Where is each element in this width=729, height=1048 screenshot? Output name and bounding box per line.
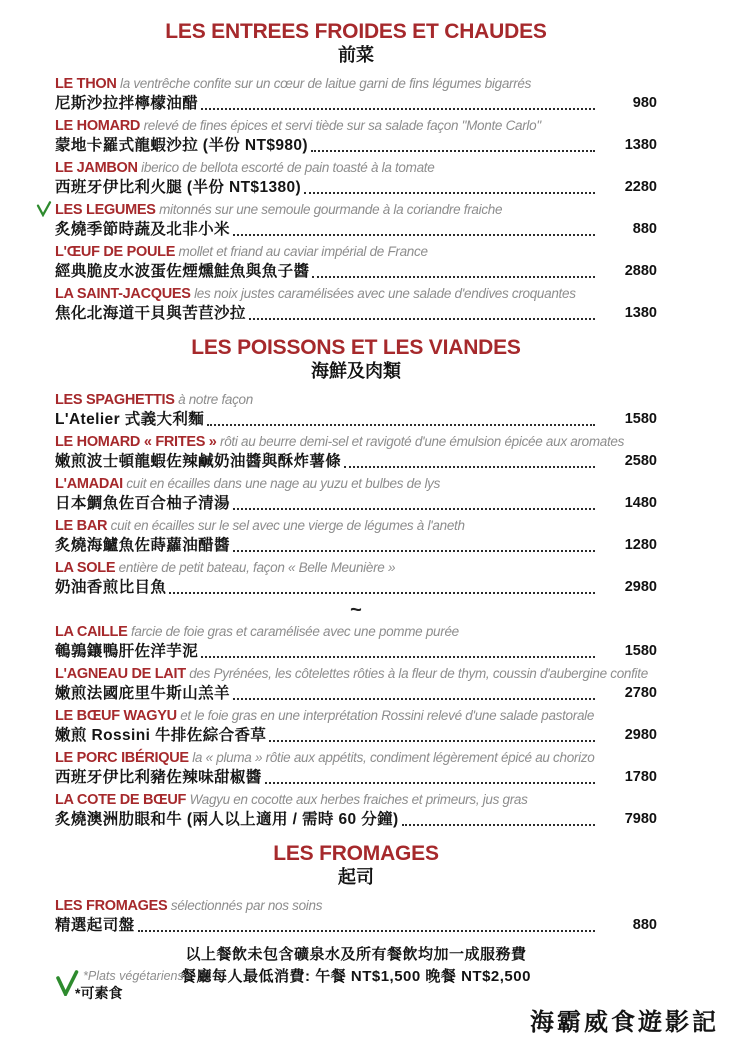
item-name-fr: LA CAILLE <box>55 624 128 640</box>
menu-item <box>55 391 657 430</box>
item-desc-fr: les noix justes caramélisées avec une salade d'endives croquantes <box>194 286 576 301</box>
item-name-cn: 日本鯛魚佐百合柚子清湯 <box>55 495 230 512</box>
section-subtitle-cn: 起司 <box>338 867 374 887</box>
menu-item <box>55 749 657 788</box>
section-title: LES POISSONS ET LES VIANDES <box>191 336 521 359</box>
item-name-fr: LE HOMARD <box>55 118 141 134</box>
item-desc-fr: et le foie gras en une interprétation Rossini relevé d'une salade pastorale <box>180 708 595 723</box>
item-desc-fr: iberico de bellota escorté de pain toasté à la tomate <box>141 160 435 175</box>
item-name-cn: 精選起司盤 <box>55 917 135 934</box>
dotted-leader <box>312 276 595 278</box>
item-name-cn: L'Atelier 式義大利麵 <box>55 411 205 428</box>
menu-item <box>55 433 657 472</box>
item-name-fr: L'ŒUF DE POULE <box>55 244 176 260</box>
item-price: 2780 <box>624 685 657 701</box>
vegetarian-check-icon <box>36 201 52 217</box>
menu-item <box>55 791 657 830</box>
item-name-fr: LE BAR <box>55 518 108 534</box>
dotted-leader <box>249 318 595 320</box>
item-name-cn: 奶油香煎比目魚 <box>55 579 167 596</box>
menu-item <box>55 707 657 746</box>
menu-item <box>55 117 657 156</box>
dotted-leader <box>233 550 595 552</box>
item-desc-fr: relevé de fines épices et servi tiède sur sa salade façon "Monte Carlo" <box>143 118 541 133</box>
menu-item <box>55 623 657 662</box>
item-price: 880 <box>632 221 657 237</box>
dotted-leader <box>233 234 595 236</box>
minimum-charge-note: 餐廳每人最低消費: 午餐 NT$1,500 晚餐 NT$2,500 <box>181 968 531 985</box>
item-name-cn: 炙燒澳洲肋眼和牛 (兩人以上適用 / 需時 60 分鐘) <box>55 811 399 828</box>
item-name-cn: 西班牙伊比利火腿 (半份 NT$1380) <box>55 179 302 196</box>
item-price: 2280 <box>624 179 657 195</box>
dotted-leader <box>233 508 595 510</box>
dotted-leader <box>311 150 595 152</box>
item-price: 7980 <box>624 811 657 827</box>
item-name-fr: LA SAINT-JACQUES <box>55 286 191 302</box>
item-name-cn: 嫩煎 Rossini 牛排佐綜合香草 <box>55 727 267 744</box>
item-name-fr: LES FROMAGES <box>55 898 168 914</box>
dotted-leader <box>304 192 595 194</box>
menu-item <box>55 475 657 514</box>
dotted-leader <box>344 466 595 468</box>
item-price: 1280 <box>624 537 657 553</box>
item-desc-fr: la « pluma » rôtie aux appétits, condiment légèrement épicé au chorizo <box>192 750 595 765</box>
dotted-leader <box>138 930 595 932</box>
item-name-cn: 焦化北海道干貝與苦苣沙拉 <box>55 305 246 322</box>
dotted-leader <box>201 108 595 110</box>
dotted-leader <box>201 656 595 658</box>
item-name-cn: 炙燒海鱸魚佐蒔蘿油醋醬 <box>55 537 230 554</box>
item-name-fr: LE THON <box>55 76 117 92</box>
section-title: LES ENTREES FROIDES ET CHAUDES <box>165 20 547 43</box>
dotted-leader <box>169 592 595 594</box>
item-desc-fr: entière de petit bateau, façon « Belle Meunière » <box>118 560 396 575</box>
menu-item <box>55 75 657 114</box>
section-subtitle-cn: 前菜 <box>338 45 374 65</box>
item-name-fr: LE HOMARD « FRITES » <box>55 434 217 450</box>
item-name-cn: 經典脆皮水波蛋佐煙燻鮭魚與魚子醬 <box>55 263 310 280</box>
service-charge-note: 以上餐飲未包含礦泉水及所有餐飲均加一成服務費 <box>185 946 527 963</box>
item-desc-fr: la ventrêche confite sur un cœur de laitue garni de fins légumes bigarrés <box>120 76 532 91</box>
section-entrees <box>55 20 657 324</box>
legend-label-fr: *Plats végétariens <box>83 969 184 983</box>
photographer-watermark: 海霸威食遊影記 <box>530 1008 719 1036</box>
item-price: 1480 <box>624 495 657 511</box>
item-price: 2580 <box>624 453 657 469</box>
item-price: 1780 <box>624 769 657 785</box>
item-name-fr: LA SOLE <box>55 560 116 576</box>
item-name-cn: 蒙地卡羅式龍蝦沙拉 (半份 NT$980) <box>55 137 308 154</box>
item-price: 2980 <box>624 727 657 743</box>
item-desc-fr: des Pyrénées, les côtelettes rôties à la fleur de thym, coussin d'aubergine confite <box>189 666 648 681</box>
item-name-cn: 鵪鶉鑲鴨肝佐洋芋泥 <box>55 643 199 660</box>
menu-item <box>55 517 657 556</box>
menu-item <box>55 285 657 324</box>
vegetarian-legend <box>55 968 184 1002</box>
legend-label-cn: *可素食 <box>75 985 123 1001</box>
item-desc-fr: cuit en écailles dans une nage au yuzu et bulbes de lys <box>126 476 441 491</box>
item-desc-fr: mitonnés sur une semoule gourmande à la coriandre fraiche <box>159 202 503 217</box>
item-name-fr: LES SPAGHETTIS <box>55 392 175 408</box>
item-name-cn: 嫩煎波士頓龍蝦佐辣鹹奶油醬與酥炸薯條 <box>55 453 342 470</box>
item-name-fr: L'AGNEAU DE LAIT <box>55 666 186 682</box>
dotted-leader <box>402 824 595 826</box>
section-title: LES FROMAGES <box>273 842 439 865</box>
item-desc-fr: farcie de foie gras et caramélisée avec une pomme purée <box>130 624 459 639</box>
item-desc-fr: sélectionnés par nos soins <box>170 898 323 913</box>
item-name-fr: LES LEGUMES <box>55 202 156 218</box>
item-name-fr: LE PORC IBÉRIQUE <box>55 750 189 766</box>
item-name-fr: LA COTE DE BŒUF <box>55 792 187 808</box>
item-desc-fr: cuit en écailles sur le sel avec une vierge de légumes à l'aneth <box>110 518 465 533</box>
item-price: 1380 <box>624 305 657 321</box>
item-desc-fr: Wagyu en cocotte aux herbes fraiches et primeurs, jus gras <box>189 792 528 807</box>
tilde-divider: ~ <box>350 599 362 621</box>
menu-item <box>55 243 657 282</box>
menu-item <box>55 897 657 936</box>
item-desc-fr: mollet et friand au caviar impérial de France <box>178 244 428 259</box>
item-name-cn: 尼斯沙拉拌檸檬油醋 <box>55 95 199 112</box>
section-fromages <box>55 842 657 936</box>
menu-item-vegetarian <box>55 201 657 240</box>
item-name-fr: LE JAMBON <box>55 160 138 176</box>
menu-item <box>55 665 657 704</box>
section-poissons-viandes <box>55 336 657 830</box>
item-name-fr: LE BŒUF WAGYU <box>55 708 177 724</box>
dotted-leader <box>207 424 595 426</box>
item-name-cn: 西班牙伊比利豬佐辣味甜椒醬 <box>55 769 262 786</box>
item-name-fr: L'AMADAI <box>55 476 123 492</box>
footer <box>55 944 719 1048</box>
item-price: 1380 <box>624 137 657 153</box>
item-price: 2980 <box>624 579 657 595</box>
item-price: 1580 <box>624 643 657 659</box>
item-price: 980 <box>632 95 657 111</box>
dotted-leader <box>269 740 595 742</box>
item-desc-fr: à notre façon <box>178 392 253 407</box>
menu-item <box>55 559 657 598</box>
item-price: 1580 <box>624 411 657 427</box>
dotted-leader <box>233 698 595 700</box>
item-price: 2880 <box>624 263 657 279</box>
dotted-leader <box>265 782 595 784</box>
section-subtitle-cn: 海鮮及肉類 <box>311 361 401 381</box>
item-price: 880 <box>632 917 657 933</box>
item-name-cn: 嫩煎法國庇里牛斯山羔羊 <box>55 685 230 702</box>
menu-item <box>55 159 657 198</box>
item-name-cn: 炙燒季節時蔬及北非小米 <box>55 221 230 238</box>
item-desc-fr: rôti au beurre demi-sel et ravigoté d'une émulsion épicée aux aromates <box>220 434 625 449</box>
